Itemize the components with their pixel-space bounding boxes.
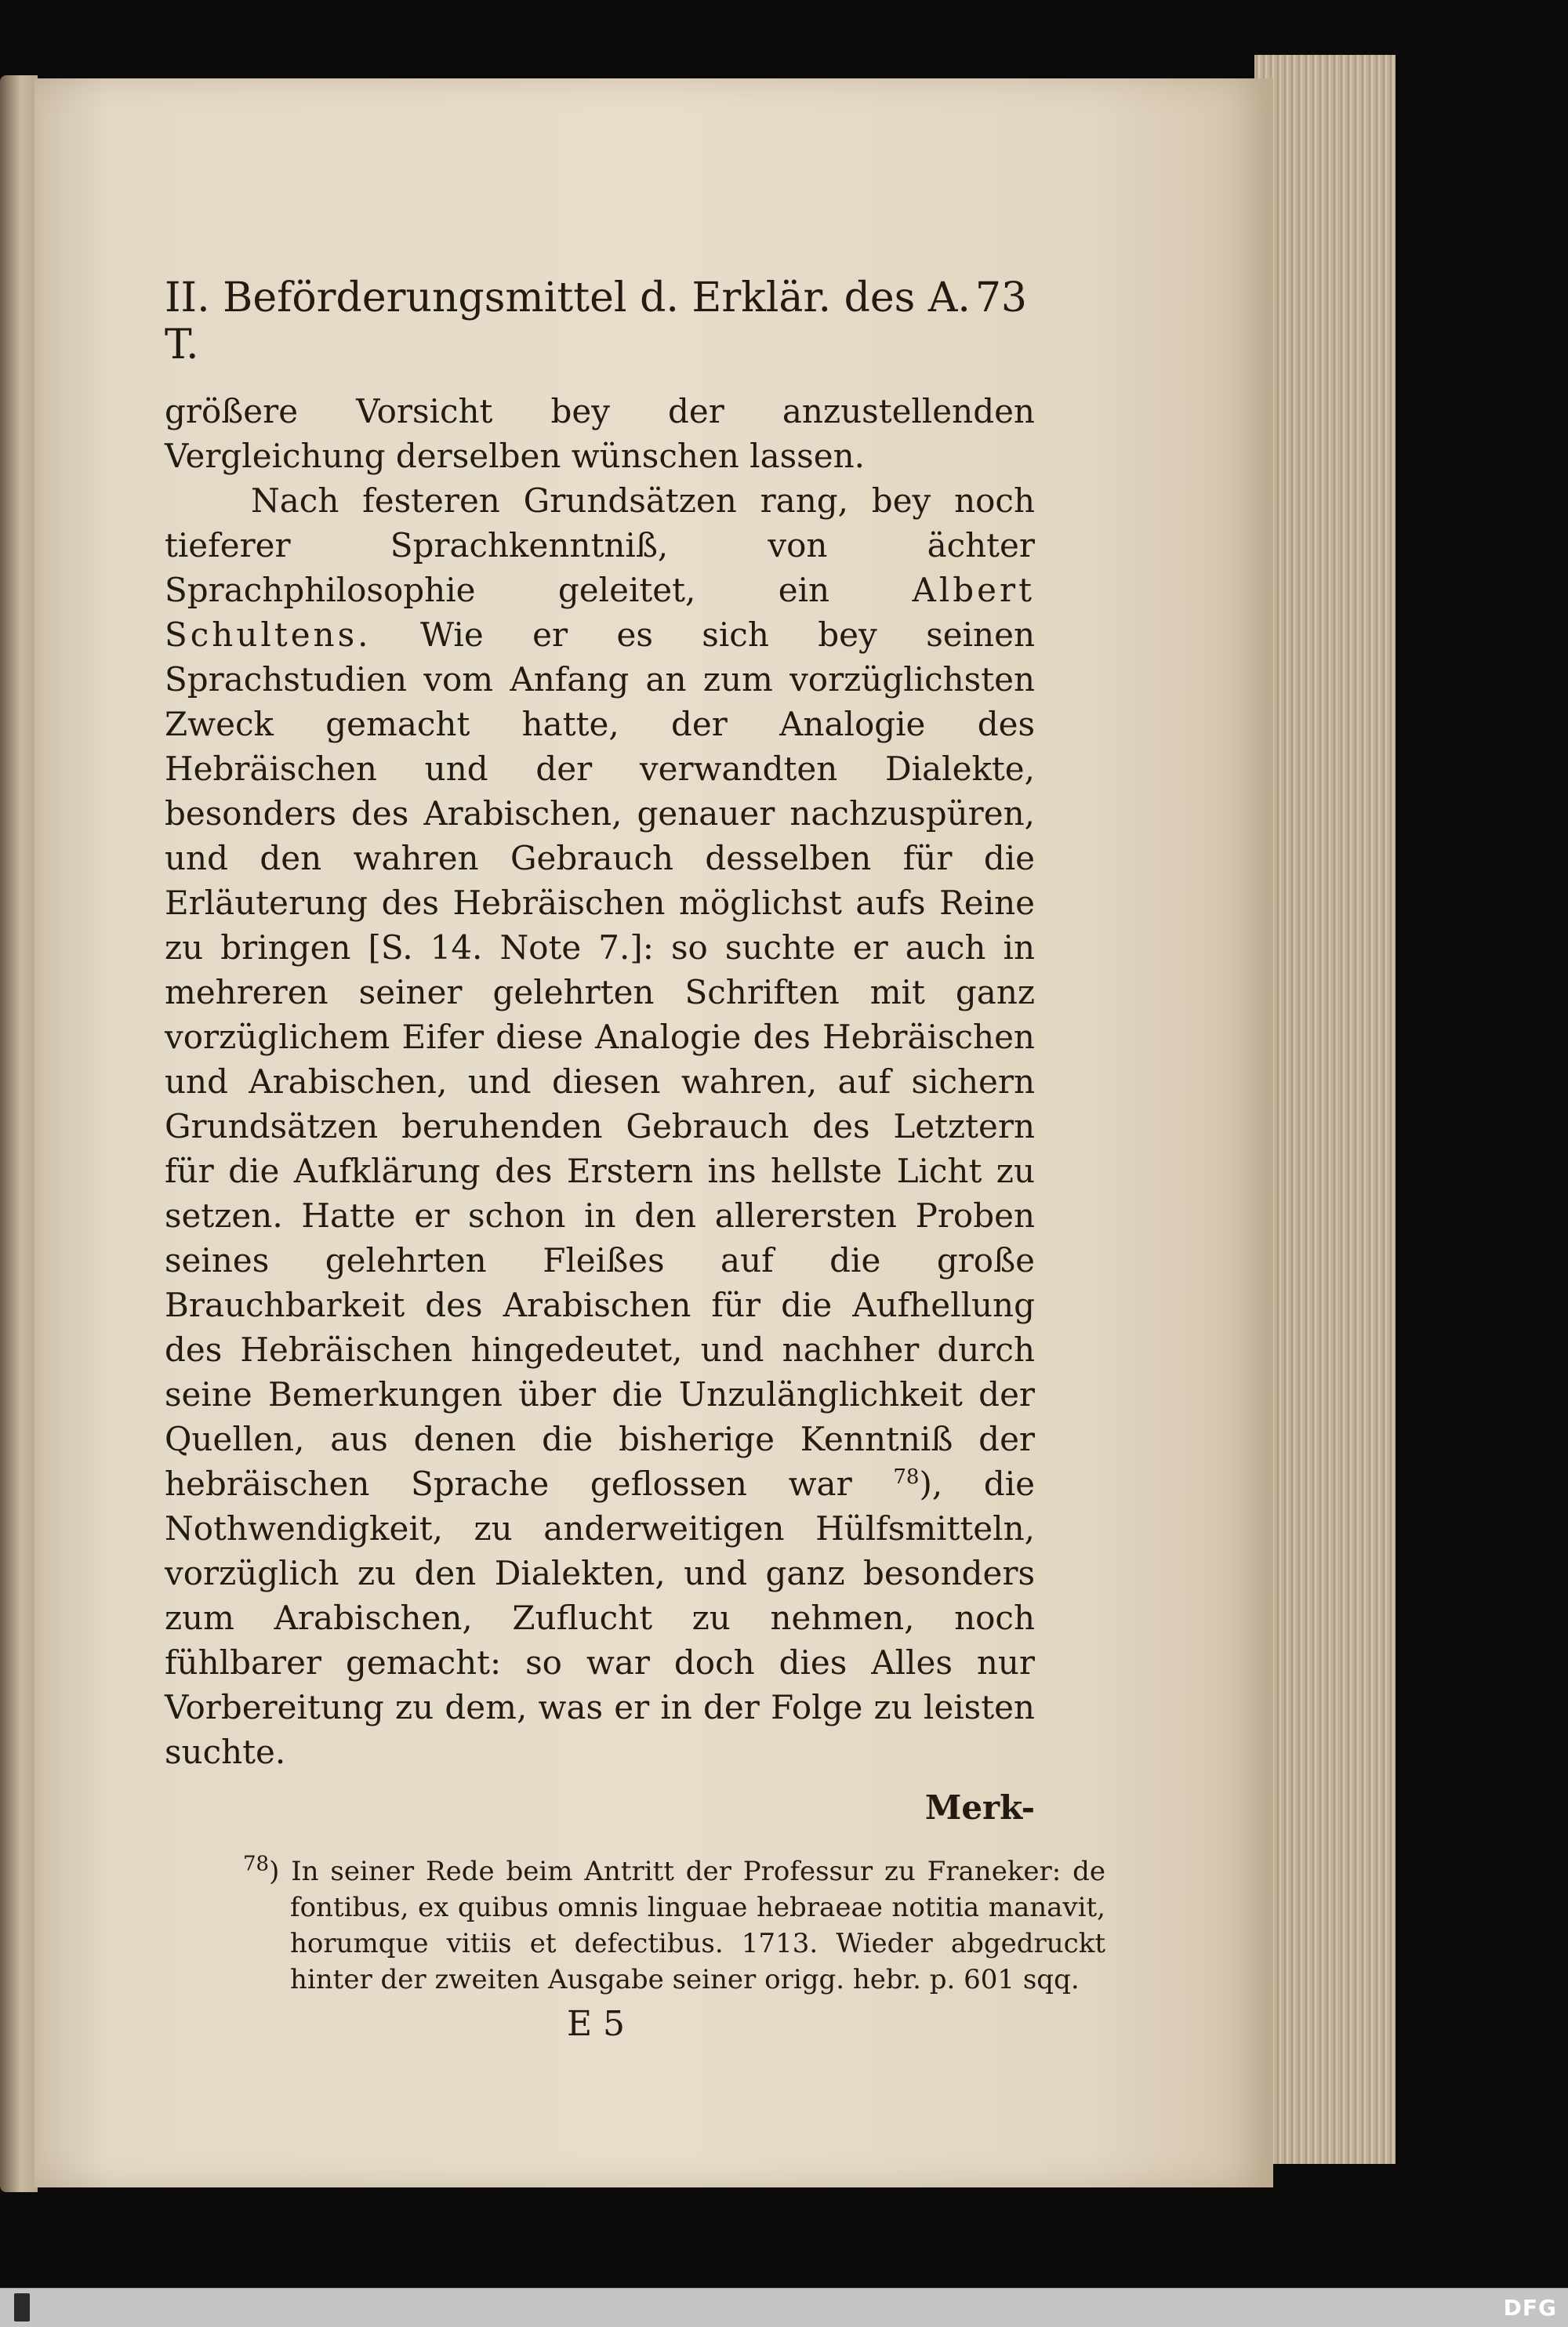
- paragraph-1: größere Vorsicht bey der anzustellenden Vergleichung derselben wünschen lassen.: [165, 392, 1035, 475]
- running-title: II. Beförderungsmittel d. Erklär. des A. T.: [165, 274, 971, 368]
- viewer-footer-bar: [0, 2288, 1568, 2327]
- signature-mark: E 5: [566, 2004, 626, 2044]
- footnote-text: ) In seiner Rede beim Antritt der Professur zu Franeker: de fontibus, ex quibus omnis linguae hebraeae notitia manavit, horumque vitiis et defectibus. 1713. Wieder abgedruckt hinter der zweiten Ausgabe seiner origg. hebr. p. 601 sqq.: [269, 1856, 1105, 1995]
- page-fore-edge: [1254, 55, 1396, 2164]
- author-name: Albert Schultens.: [165, 571, 1035, 654]
- footnote-marker: 78: [243, 1852, 270, 1876]
- page-number: 73: [975, 274, 1027, 321]
- library-logo-icon: [14, 2293, 30, 2322]
- left-page-edge: [0, 75, 38, 2192]
- paragraph-2: [165, 478, 1035, 1774]
- dfg-logo: DFG: [1503, 2295, 1557, 2321]
- footnote-reference: 78: [893, 1465, 920, 1489]
- running-header: [165, 274, 1027, 368]
- page-text: [165, 274, 1105, 2044]
- footnote: [212, 1853, 1105, 1998]
- paragraph-2-part-a: Nach festeren Grundsätzen rang, bey noch tieferer Sprachkenntniß, von ächter Sprachphilosophie geleitet, ein: [165, 481, 1035, 609]
- catchword: Merk-: [924, 1788, 1035, 1827]
- paragraph-2-part-c: ), die Nothwendigkeit, zu anderweitigen Hülfsmitteln, vorzüglich zu den Dialekten, und ganz besonders zum Arabischen, Zuflucht zu nehmen, noch fühlbarer gemacht: so war doch dies Alles nur Vorbereitung zu dem, was er in der Folge zu leisten suchte.: [165, 1465, 1036, 1771]
- body-text: [165, 389, 1035, 1830]
- paragraph-2-part-b: Wie er es sich bey seinen Sprachstudien vom Anfang an zum vorzüglichsten Zweck gemacht hatte, der Analogie des Hebräischen und der verwandten Dialekte, besonders des Arabischen, genauer nachzuspüren, und den wahren Gebrauch desselben für die Erläuterung des Hebräischen möglichst aufs Reine zu bringen [S. 14. Note 7.]: so suchte er auch in mehreren seiner gelehrten Schriften mit ganz vorzüglichem Eifer diese Analogie des Hebräischen und Arabischen, und diesen wahren, auf sichern Grundsätzen beruhenden Gebrauch des Letztern für die Aufklärung des Erstern ins hellste Licht zu setzen. Hatte er schon in den allerersten Proben seines gelehrten Fleißes auf die große Brauchbarkeit des Arabischen für die Aufhellung des Hebräischen hingedeutet, und nachher durch seine Bemerkungen über die Unzulänglichkeit der Quellen, aus denen die bisherige Kenntniß der hebräischen Sprache geflossen war: [165, 615, 1035, 1503]
